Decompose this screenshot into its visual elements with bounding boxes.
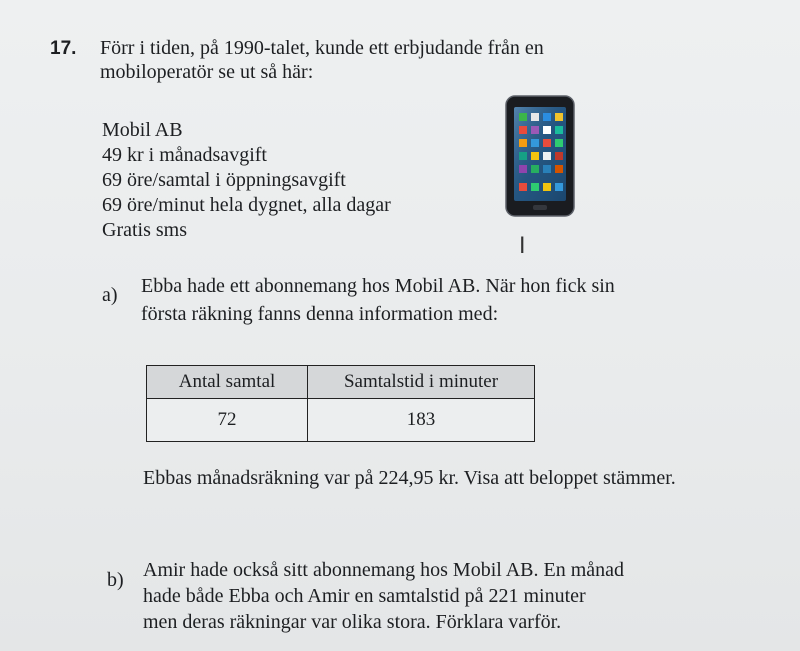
table-cell: 72 [147, 399, 308, 442]
part-a-followup: Ebbas månadsräkning var på 224,95 kr. Visa att beloppet stämmer. [143, 467, 676, 489]
intro-line: Förr i tiden, på 1990-talet, kunde ett erbjudande från en [100, 37, 544, 59]
offer-line: Gratis sms [102, 219, 187, 241]
offer-line: 69 öre/minut hela dygnet, alla dagar [102, 194, 391, 216]
table-cell: 183 [308, 399, 535, 442]
part-a-label: a) [102, 284, 118, 306]
call-info-table [146, 365, 535, 442]
part-a-text [141, 274, 615, 326]
table-header: Antal samtal [147, 366, 308, 399]
table-header: Samtalstid i minuter [308, 366, 535, 399]
part-b-line: hade både Ebba och Amir en samtalstid på 221 minuter [143, 585, 586, 607]
part-b-label: b) [107, 569, 124, 591]
part-a-line: Ebba hade ett abonnemang hos Mobil AB. När hon fick sin [141, 275, 615, 297]
smartphone-icon [505, 95, 575, 217]
question-number: 17. [50, 38, 77, 59]
table-row [147, 399, 535, 442]
intro-line: mobiloperatör se ut så här: [100, 61, 314, 83]
offer-line: 69 öre/samtal i öppningsavgift [102, 169, 346, 191]
part-b-line: men deras räkningar var olika stora. Förklara varför. [143, 611, 562, 633]
part-b-text [143, 557, 624, 635]
part-a-line: första räkning fanns denna information med: [141, 303, 499, 325]
question-intro [100, 36, 544, 84]
offer-line: 49 kr i månadsavgift [102, 144, 267, 166]
part-b-line: Amir hade också sitt abonnemang hos Mobil AB. En månad [143, 559, 625, 581]
table-header-row [147, 366, 535, 399]
offer-line: Mobil AB [102, 119, 183, 141]
text-cursor-icon: I [519, 234, 526, 259]
offer-list [102, 118, 391, 243]
